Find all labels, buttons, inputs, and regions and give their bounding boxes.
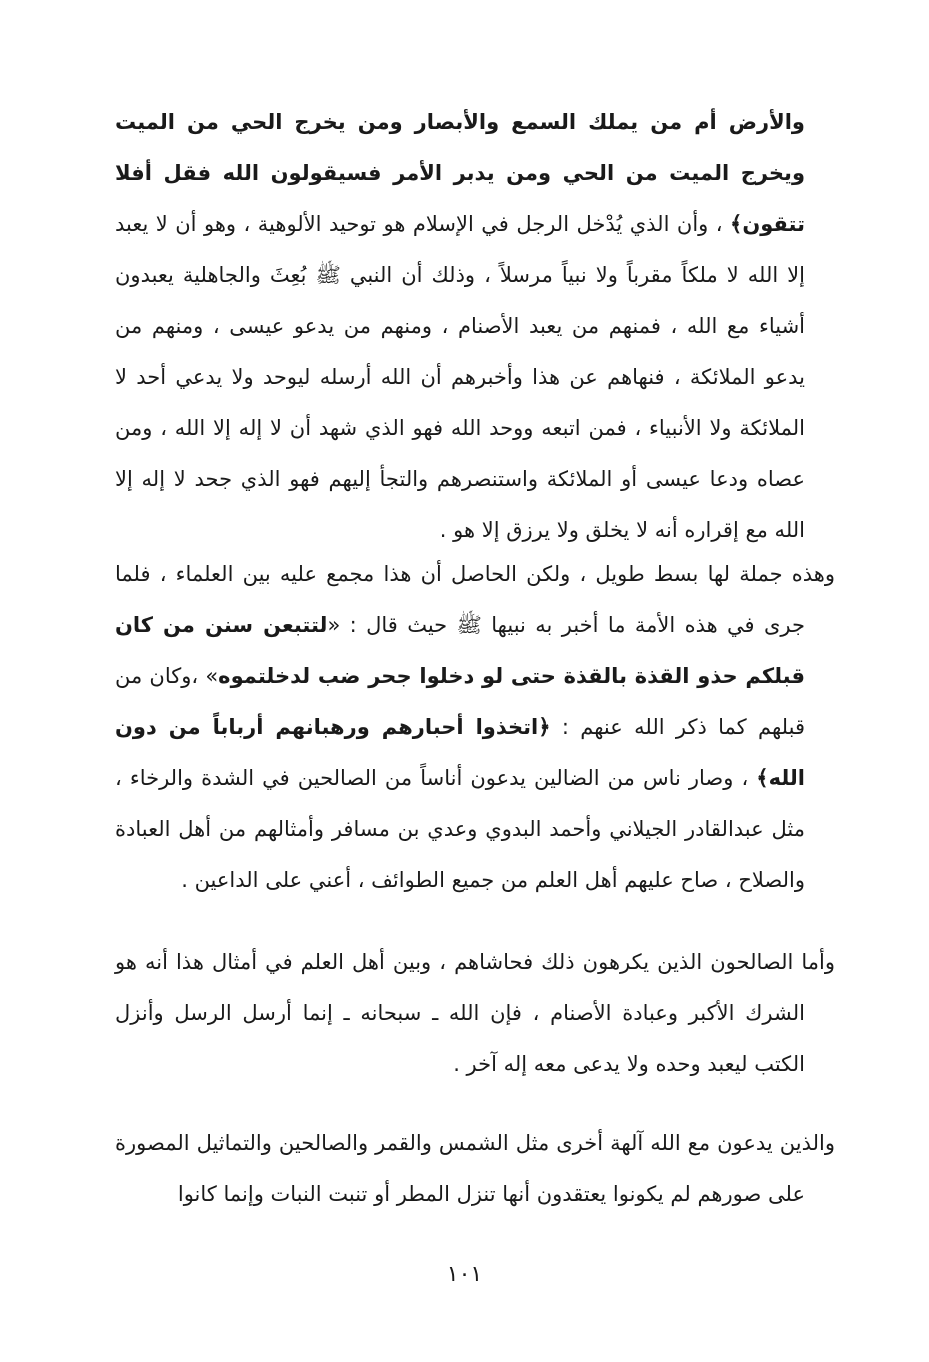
- paragraph-4-body: والذين يدعون مع الله آلهة أخرى مثل الشمس والقمر والصالحين والتماثيل المصورة على صورهم لم يكونوا يعتقدون أنها تنزل المطر أو تنبت النبات وإنما كانوا: [115, 1131, 835, 1206]
- quran-verse-quote: ﴿اتخذوا أحبارهم ورهبانهم أرباباً من دون الله﴾: [115, 715, 805, 790]
- hadith-quote: لتتبعن سنن من كان قبلكم حذو القذة بالقذة حتى لو دخلوا جحر ضب لدخلتموه: [115, 613, 805, 688]
- paragraph-3: [115, 937, 835, 1090]
- paragraph-3-body: وأما الصالحون الذين يكرهون ذلك فحاشاهم ، وبين أهل العلم في أمثال هذا أنه هو الشرك الأكبر وعبادة الأصنام ، فإن الله ـ سبحانه ـ إنما أرسل الرسل وأنزل الكتب ليعبد وحده ولا يدعى معه إله آخر .: [115, 950, 835, 1076]
- paragraph-2-body: ، وصار ناس من الضالين يدعون أناساً من الصالحين في الشدة والرخاء ، مثل عبدالقادر الجيلاني وأحمد البدوي وعدي بن مسافر وأمثالهم من أهل العبادة والصلاح ، صاح عليهم أهل العلم من جميع الطوائف ، أعني على الداعين .: [115, 766, 805, 892]
- paragraph-1-body: ، وأن الذي يُدْخل الرجل في الإسلام هو توحيد الألوهية ، وهو أن لا يعبد إلا الله لا ملكاً مقرباً ولا نبياً مرسلاً ، وذلك أن النبي ﷺ بُعِثَ والجاهلية يعبدون أشياء مع الله ، فمنهم من يعبد الأصنام ، ومنهم من يدعو عيسى ، ومنهم من يدعو الملائكة ، فنهاهم عن هذا وأخبرهم أن الله أرسله ليوحد ولا يدعي أحد لا الملائكة ولا الأنبياء ، فمن اتبعه ووحد الله فهو الذي شهد أن لا إله إلا الله ، ومن عصاه ودعا عيسى أو الملائكة واستنصرهم والتجأ إليهم فهو الذي جحد لا إله إلا الله مع إقراره أنه لا يخلق ولا يرزق إلا هو .: [115, 212, 805, 542]
- paragraph-1: [115, 97, 805, 556]
- paragraph-2: [115, 549, 835, 906]
- paragraph-2-middle: » ،وكان من قبلهم كما ذكر الله عنهم :: [115, 664, 805, 739]
- quran-verse-continuation: والأرض أم من يملك السمع والأبصار ومن يخرج الحي من الميت ويخرج الميت من الحي ومن يدبر الأمر فسيقولون الله فقل أفلا تتقون﴾: [115, 110, 805, 236]
- paragraph-4: [115, 1118, 835, 1220]
- paragraph-2-intro: وهذه جملة لها بسط طويل ، ولكن الحاصل أن هذا مجمع عليه بين العلماء ، فلما جرى في هذه الأمة ما أخبر به نبيها ﷺ حيث قال : «: [115, 562, 835, 637]
- page-number: ١٠١: [446, 1262, 483, 1287]
